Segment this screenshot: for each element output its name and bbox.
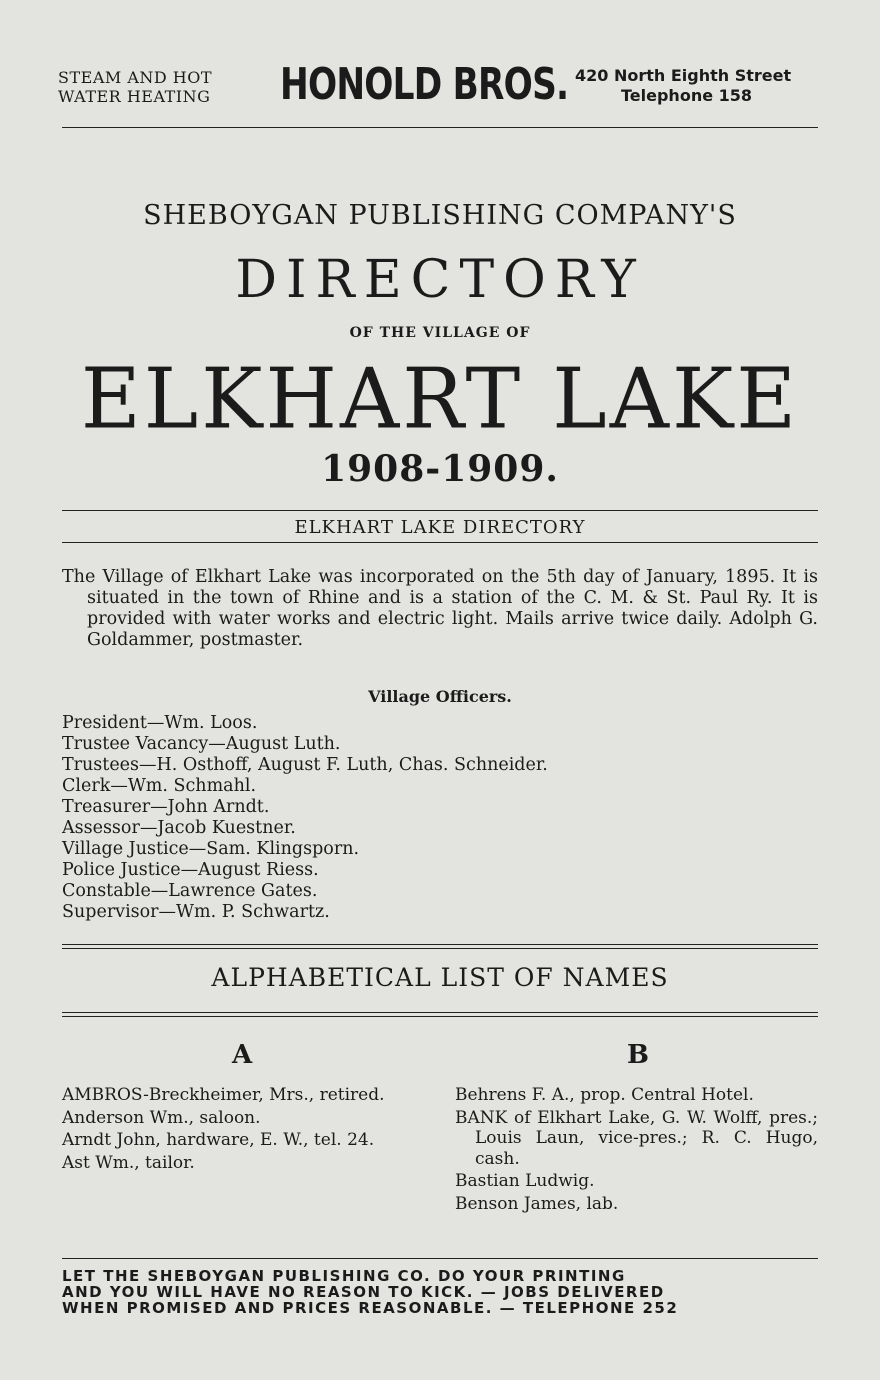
footer-line: WHEN PROMISED AND PRICES REASONABLE. — TELEPHONE 252 [62,1299,679,1317]
names-column-a [62,1085,424,1175]
name-entry: Ast Wm., tailor. [62,1152,195,1173]
letter-heading-a: A [232,1040,253,1070]
header-divider [62,127,818,128]
ad-services [58,68,212,106]
of-the-village-label: OF THE VILLAGE OF [349,325,531,341]
officer-entry: Police Justice—August Riess. [62,860,319,880]
alphabetical-title: ALPHABETICAL LIST OF NAMES [211,963,669,992]
officer-entry: Assessor—Jacob Kuestner. [62,818,296,838]
name-entry: Benson James, lab. [455,1193,619,1214]
name-entry: AMBROS-Breckheimer, Mrs., retired. [62,1085,385,1105]
publisher-title: SHEBOYGAN PUBLISHING COMPANY'S [143,200,737,231]
alphabetical-rule-top [62,944,818,949]
ad-address: 420 North Eighth Street [575,66,792,85]
alphabetical-rule-bottom [62,1012,818,1017]
officer-entry: Treasurer—John Arndt. [62,797,270,817]
village-description-text: The Village of Elkhart Lake was incorporated on the 5th day of January, 1895. It is situated in the town of Rhine and is a station of the C. M. & St. Paul Ry. It is provided with water works and electric light. Mails arrive twice daily. Adolph G. Goldammer, postmaster. [62,567,818,650]
printing-advertisement [62,1268,818,1316]
footer-line: AND YOU WILL HAVE NO REASON TO KICK. — JOBS DELIVERED [62,1283,665,1301]
village-officers-list [62,713,818,923]
name-entry: Behrens F. A., prop. Central Hotel. [455,1085,754,1105]
section-rule-top [62,510,818,511]
directory-title: DIRECTORY [235,250,645,310]
footer-line: LET THE SHEBOYGAN PUBLISHING CO. DO YOUR PRINTING [62,1267,626,1285]
letter-heading-b: B [627,1040,649,1070]
ad-contact [575,66,791,106]
honold-advertisement [58,59,818,114]
officer-entry: Supervisor—Wm. P. Schwartz. [62,902,330,922]
village-description [62,567,818,651]
names-column-b [455,1085,818,1216]
name-entry: Anderson Wm., saloon. [62,1107,261,1128]
officer-entry: Clerk—Wm. Schmahl. [62,776,257,796]
years-title: 1908-1909. [321,448,559,490]
name-entry: Arndt John, hardware, E. W., tel. 24. [62,1130,375,1150]
name-entry: Bastian Ludwig. [455,1171,595,1191]
place-title: ELKHART LAKE [80,351,800,448]
officer-entry: Village Justice—Sam. Klingsporn. [62,839,360,859]
ad-services-line1: STEAM AND HOT [58,68,213,87]
officer-entry: Trustee Vacancy—August Luth. [62,734,341,754]
ad-services-line2: WATER HEATING [58,87,211,106]
officer-entry: President—Wm. Loos. [62,713,258,733]
ad-brand-name: HONOLD BROS. [280,59,569,110]
village-officers-title: Village Officers. [368,687,512,706]
name-entry: BANK of Elkhart Lake, G. W. Wolff, pres.; Louis Laun, vice-pres.; R. C. Hugo, cash. [455,1107,818,1169]
ad-telephone: Telephone 158 [621,86,753,105]
footer-rule [62,1258,818,1259]
section-rule-bottom [62,542,818,543]
section-title: ELKHART LAKE DIRECTORY [294,517,586,538]
officer-entry: Trustees—H. Osthoff, August F. Luth, Chas. Schneider. [62,755,548,775]
officer-entry: Constable—Lawrence Gates. [62,881,318,901]
